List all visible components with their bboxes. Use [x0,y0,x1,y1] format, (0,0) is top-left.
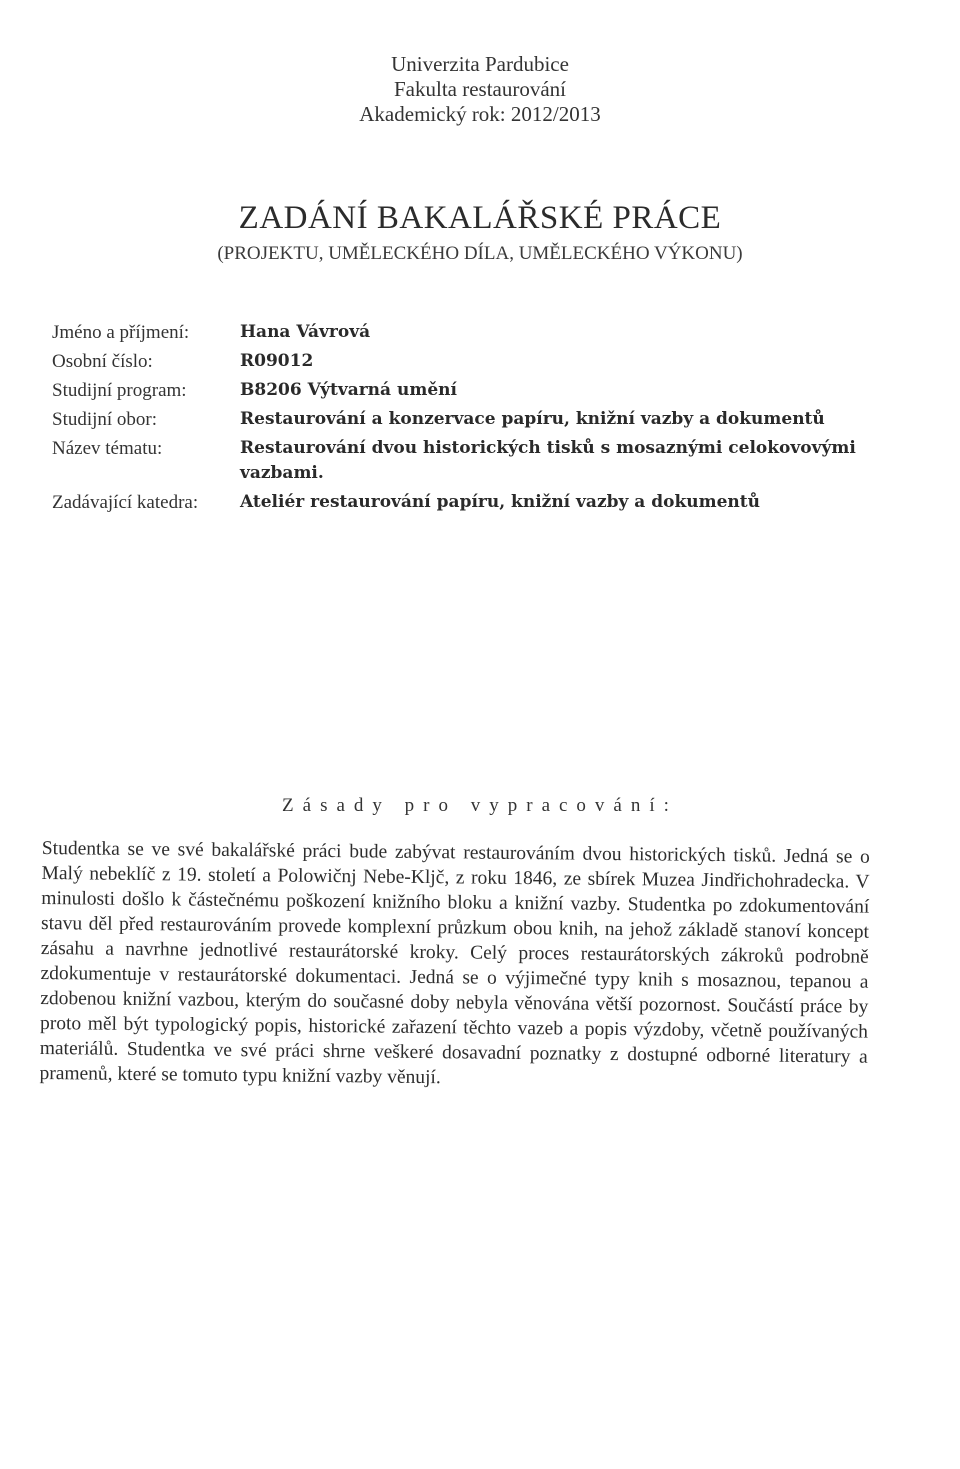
field-value: Restaurování dvou historických tisků s mosaznými celokovovými vazbami. [240,438,856,483]
field-label: Jméno a příjmení: [52,322,190,343]
field-label: Osobní číslo: [52,351,153,372]
academic-year-value: 2012/2013 [510,102,601,126]
document-subtitle: (PROJEKTU, UMĚLECKÉHO DÍLA, UMĚLECKÉHO VÝKONU) [217,243,743,264]
document-title: ZADÁNÍ BAKALÁŘSKÉ PRÁCE [238,200,722,236]
guidelines-heading: Zásady pro vypracování: [282,795,678,816]
field-row-department [52,490,882,515]
field-label: Název tématu: [52,438,163,459]
field-value: Hana Vávrová [240,322,371,342]
field-row-personal-number [52,349,882,374]
field-value: B8206 Výtvarná umění [240,380,457,400]
field-label: Studijní obor: [52,409,158,430]
field-value: R09012 [240,351,314,371]
field-label: Studijní program: [52,380,187,401]
guidelines-paragraph: Studentka se ve své bakalářské práci bude zabývat restaurováním dvou historických tisků. Jedná se o Malý nebeklíč z 19. století a Polowičnj Nebe-Kljč, z roku 1846, ze sbírek Muzea Jindřichohradecka. V minulosti došlo k částečnému poškození knižního bloku a knižní vazby. Studentka po zdokumentování stavu děl před restaurováním provede komplexní průzkum obou knih, na jehož základě stanoví koncept zásahu a navrhne jednotlivé restaurátorské kroky. Celý proces restaurátorských zákroků podrobně zdokumentuje v restaurátorské dokumentaci. Jedná se o výjimečné typy knih s mosaznou, tepanou a zdobenou knižní vazbou, kterým do současné doby nebyla věnována větší pozornost. Součástí práce by proto měl být typologický popis, historické zařazení těchto vazeb a popis výzdoby, včetně používaných materiálů. Studentka ve své práci shrne veškeré dosavadní poznatky z dostupné odborné literatury a pramenů, které se tomuto typu knižní vazby věnují. [39,837,870,1089]
field-row-topic [52,436,882,486]
field-row-name [52,320,882,345]
field-row-study-field [52,407,882,432]
field-label: Zadávající katedra: [52,492,199,513]
document-header [0,52,960,127]
field-value: Restaurování a konzervace papíru, knižní vazby a dokumentů [240,409,825,429]
field-row-study-program [52,378,882,403]
faculty-name: Fakulta restaurování [393,77,567,101]
academic-year-line [0,102,960,127]
student-info-fields [52,320,882,519]
field-value: Ateliér restaurování papíru, knižní vazby a dokumentů [240,492,760,512]
academic-year-label: Akademický rok: [359,102,506,126]
university-name: Univerzita Pardubice [391,52,569,76]
